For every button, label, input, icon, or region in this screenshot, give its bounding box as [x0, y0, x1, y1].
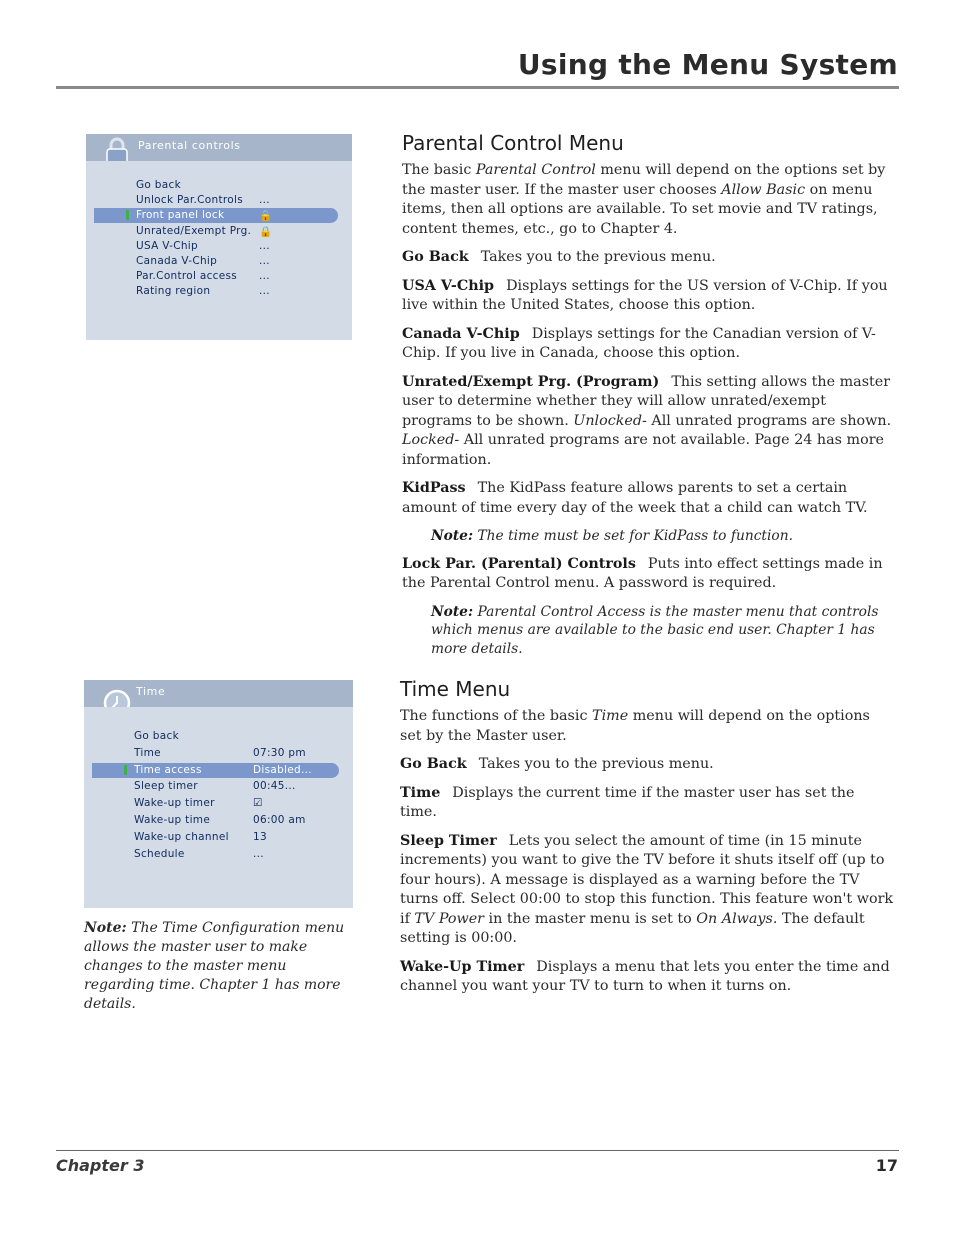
wake-up-timer-entry: Wake-Up Timer Displays a menu that lets you enter the time and channel you want your TV to turn to when it turns on. [400, 958, 890, 994]
section-heading: Time Menu [400, 677, 511, 701]
menu-item-label: Rating region [136, 285, 211, 298]
intro-paragraph: The functions of the basic Time menu will depend on the options set by the Master user. [400, 708, 870, 744]
menu-item-label: Go back [134, 730, 179, 742]
usa-vchip-entry: USA V-Chip Displays settings for the US version of V-Chip. If you live within the United States, choose this option. [402, 277, 888, 313]
parental-controls-screenshot [86, 134, 352, 340]
menu-item-value: ... [253, 847, 264, 860]
menu-item-value: 00:45... [253, 780, 296, 793]
parental-access-note: Note: Parental Control Access is the master menu that controls which menus are available to the basic end user. Chapter 1 has more details. [431, 603, 879, 657]
menu-item[interactable] [92, 763, 339, 778]
menu-item-label: Time [134, 746, 161, 759]
menu-item[interactable] [92, 813, 339, 828]
canada-vchip-entry: Canada V-Chip Displays settings for the Canadian version of V-Chip. If you live in Canada, choose this option. [402, 325, 876, 361]
menu-item[interactable] [94, 254, 338, 269]
page-title: Using the Menu System [517, 48, 898, 81]
page-number: 17 [875, 1156, 898, 1175]
selection-marker [126, 210, 129, 220]
menu-item-label: Unlock Par.Controls [136, 194, 243, 207]
menu-item-value: ☑ [253, 797, 263, 810]
time-entry: Time Displays the current time if the master user has set the time. [400, 784, 855, 820]
footer-divider [56, 1150, 899, 1151]
menu-item-label: Schedule [134, 847, 185, 860]
menu-item[interactable] [94, 239, 338, 254]
sleep-timer-entry: Sleep Timer Lets you select the amount of time (in 15 minute increments) you want to give the TV before it shuts itself off (up to four hours). A message is displayed as a warning before the TV turns off. Select 00:00 to stop this function. This feature won't work if TV Power in the master menu is set to On Always. The default setting is 00:00. [400, 832, 894, 946]
menu-item-value: 07:30 pm [253, 746, 306, 759]
time-config-note: Note: The Time Configuration menu allows the master user to make changes to the master menu regarding time. Chapter 1 has more details. [84, 920, 345, 1012]
menu-item-value: ... [259, 239, 270, 252]
menu-item[interactable] [92, 729, 339, 744]
go-back-entry: Go Back Takes you to the previous menu. [400, 756, 714, 772]
menu-item-label: Canada V-Chip [136, 255, 218, 267]
menu-item-value: 06:00 am [253, 814, 306, 826]
menu-item[interactable] [92, 830, 339, 845]
menu-title: Parental controls [138, 139, 241, 152]
menu-item-value: 🔒 [259, 210, 273, 223]
menu-item[interactable] [92, 746, 339, 761]
time-menu-section [400, 677, 894, 1006]
menu-item-label: Time access [134, 763, 202, 776]
menu-item-label: Front panel lock [136, 209, 225, 222]
menu-item-label: Unrated/Exempt Prg. [136, 224, 252, 237]
menu-item-label: Wake-up channel [134, 830, 229, 843]
parental-control-section [402, 131, 894, 667]
title-divider [56, 86, 899, 89]
menu-item-label: Sleep timer [134, 780, 198, 793]
menu-item-label: USA V-Chip [136, 239, 198, 252]
selection-marker [124, 765, 127, 775]
lock-controls-entry: Lock Par. (Parental) Controls Puts into effect settings made in the Parental Control menu. A password is required. [402, 555, 883, 591]
menu-item[interactable] [94, 193, 338, 208]
menu-item[interactable] [94, 284, 338, 299]
intro-paragraph: The basic Parental Control menu will depend on the options set by the master user. If the master user chooses Allow Basic on menu items, then all options are available. To set movie and TV ratings, content themes, etc., go to Chapter 4. [402, 162, 886, 237]
menu-list [92, 707, 345, 908]
kidpass-note: Note: The time must be set for KidPass to function. [431, 528, 793, 544]
menu-item-label: Go back [136, 179, 181, 191]
footer-chapter: Chapter 3 [56, 1156, 145, 1175]
menu-item-label: Wake-up time [134, 814, 211, 826]
menu-list [94, 161, 344, 340]
menu-item-value: Disabled... [253, 763, 312, 776]
menu-item-value: 13 [253, 830, 267, 843]
unrated-entry: Unrated/Exempt Prg. (Program) This setting allows the master user to determine whether they will allow unrated/exempt programs to be shown. Unlocked- All unrated programs are shown. Locked- All unrated programs are not available. Page 24 has more information. [402, 373, 892, 468]
time-menu-screenshot [84, 680, 353, 908]
menu-item[interactable] [94, 269, 338, 284]
menu-title: Time [136, 685, 166, 698]
menu-item-value: ... [259, 270, 270, 283]
menu-item[interactable] [94, 224, 338, 239]
menu-item-value: ... [259, 285, 270, 298]
menu-item[interactable] [94, 178, 338, 193]
menu-item[interactable] [92, 779, 339, 794]
go-back-entry: Go Back Takes you to the previous menu. [402, 249, 716, 265]
section-heading: Parental Control Menu [402, 131, 624, 155]
menu-item-value: ... [259, 194, 270, 207]
menu-item-label: Wake-up timer [134, 797, 215, 810]
kidpass-entry: KidPass The KidPass feature allows parents to set a certain amount of time every day of the week that a child can watch TV. [402, 480, 868, 516]
menu-item[interactable] [92, 847, 339, 862]
menu-item-label: Par.Control access [136, 270, 238, 283]
menu-item[interactable] [92, 796, 339, 811]
menu-item-value: 🔒 [259, 225, 273, 238]
menu-item[interactable] [94, 208, 338, 223]
menu-item-value: ... [259, 255, 270, 267]
